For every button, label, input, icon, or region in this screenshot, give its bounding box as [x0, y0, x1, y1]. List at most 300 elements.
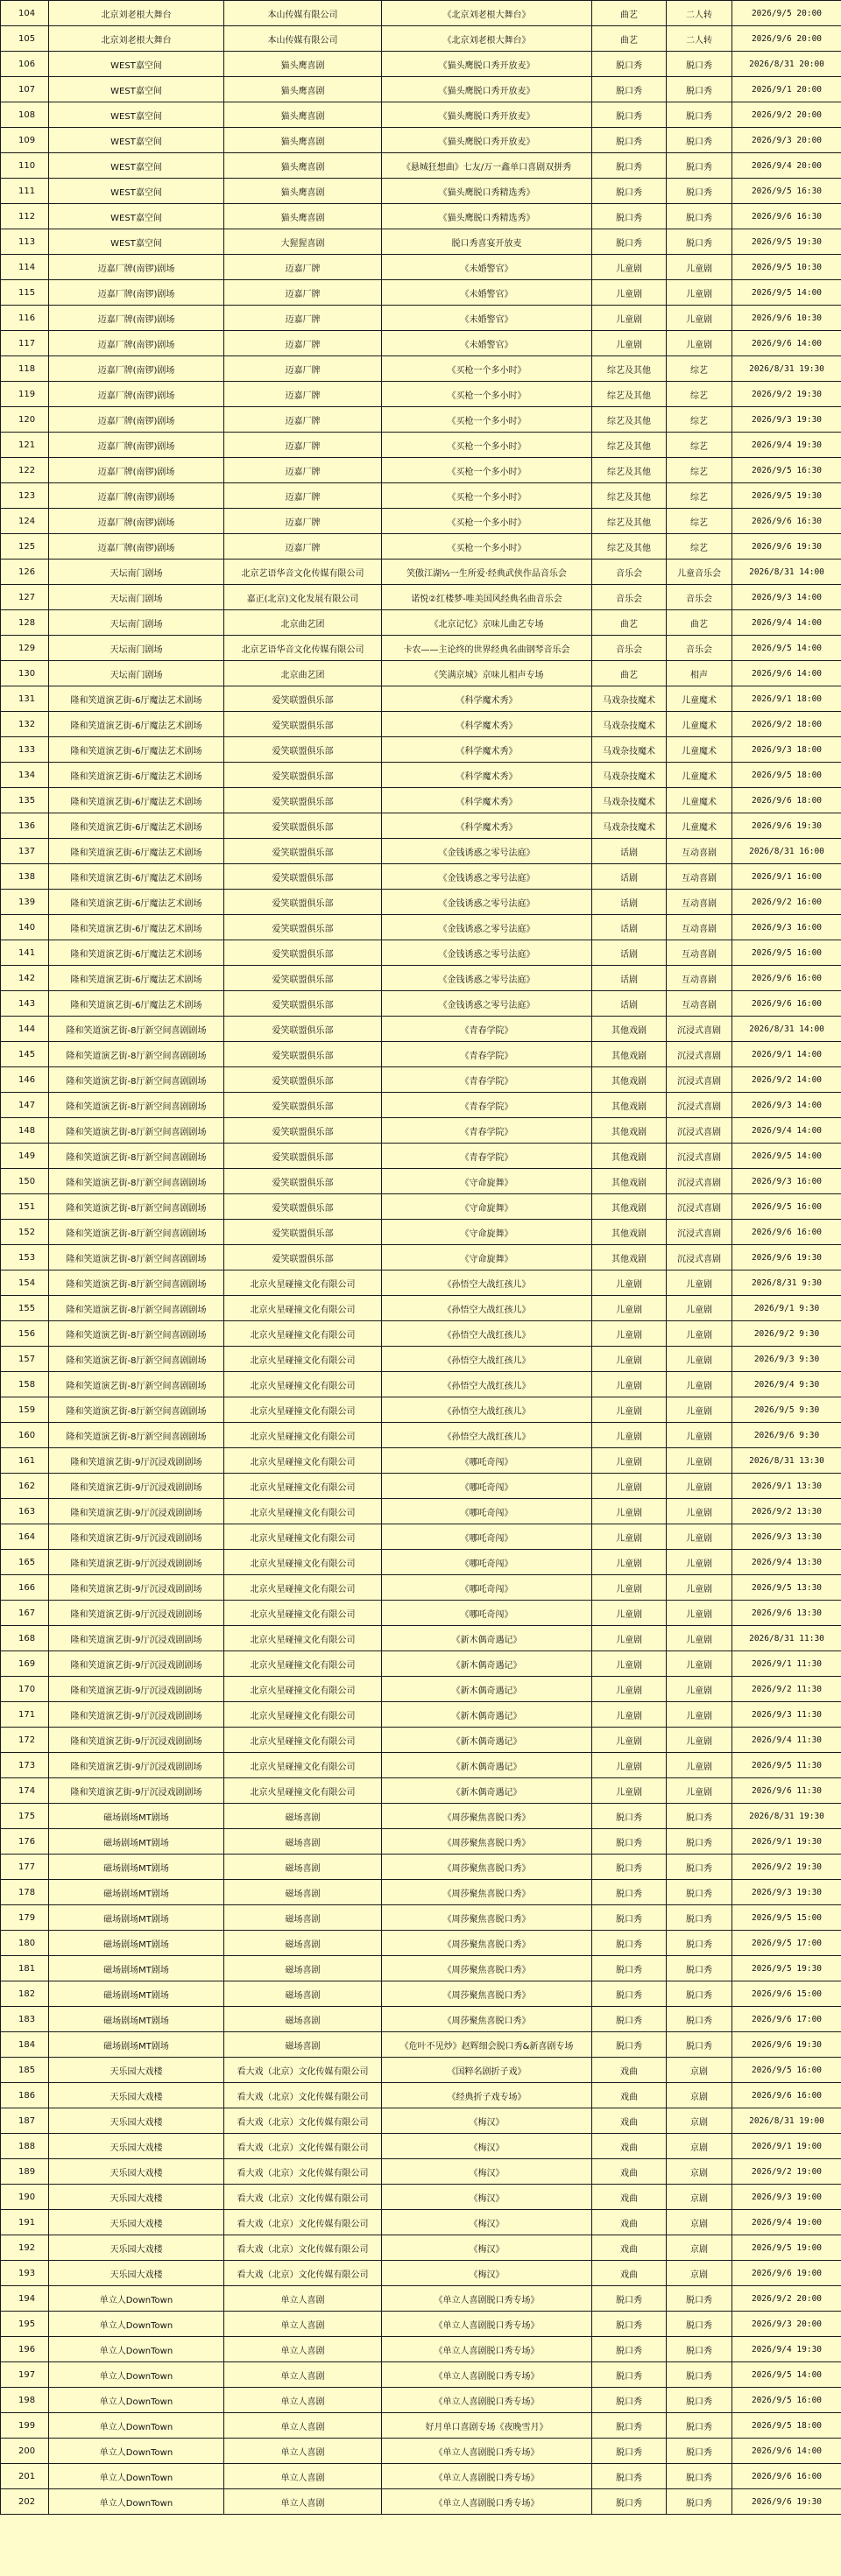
sub-category-cell: 京剧	[667, 2134, 732, 2159]
organizer-cell: 爱笑联盟俱乐部	[224, 1118, 382, 1144]
date-time-cell: 2026/9/1 19:30	[732, 1829, 841, 1855]
date-time-cell: 2026/9/2 18:00	[732, 712, 841, 737]
venue-cell: 迈嘉厂牌(南锣)剧场	[49, 458, 224, 483]
sub-category-cell: 脱口秀	[667, 1829, 732, 1855]
venue-cell: 隆和笑道演艺街-8厅新空间喜剧剧场	[49, 1093, 224, 1118]
show-title-cell: 《单立人喜剧脱口秀专场》	[382, 2489, 592, 2515]
sub-category-cell: 脱口秀	[667, 2439, 732, 2464]
sub-category-cell: 综艺	[667, 433, 732, 458]
sub-category-cell: 综艺	[667, 458, 732, 483]
sub-category-cell: 京剧	[667, 2210, 732, 2235]
category-cell: 其他戏剧	[592, 1245, 667, 1270]
show-title-cell: 《科学魔术秀》	[382, 788, 592, 813]
show-title-cell: 《买枪一个多小时》	[382, 356, 592, 382]
organizer-cell: 磁场喜剧	[224, 2007, 382, 2032]
category-cell: 脱口秀	[592, 2413, 667, 2439]
organizer-cell: 单立人喜剧	[224, 2439, 382, 2464]
organizer-cell: 磁场喜剧	[224, 1981, 382, 2007]
row-number-cell: 145	[1, 1042, 49, 1067]
venue-cell: 磁场剧场MT剧场	[49, 1905, 224, 1931]
row-number-cell: 140	[1, 915, 49, 940]
row-number-cell: 189	[1, 2159, 49, 2185]
organizer-cell: 猫头鹰喜剧	[224, 52, 382, 77]
venue-cell: 隆和笑道演艺街-9厅沉浸戏剧剧场	[49, 1778, 224, 1804]
table-row	[1, 2464, 841, 2489]
show-title-cell: 《守命旋舞》	[382, 1169, 592, 1194]
show-title-cell: 《科学魔术秀》	[382, 813, 592, 839]
show-title-cell: 《单立人喜剧脱口秀专场》	[382, 2439, 592, 2464]
table-row	[1, 255, 841, 280]
sub-category-cell: 脱口秀	[667, 2464, 732, 2489]
show-title-cell: 脱口秀喜宴开放麦	[382, 229, 592, 255]
row-number-cell: 107	[1, 77, 49, 102]
category-cell: 脱口秀	[592, 2464, 667, 2489]
show-title-cell: 《经典折子戏专场》	[382, 2083, 592, 2108]
sub-category-cell: 儿童魔术	[667, 788, 732, 813]
organizer-cell: 单立人喜剧	[224, 2413, 382, 2439]
sub-category-cell: 综艺	[667, 534, 732, 560]
sub-category-cell: 脱口秀	[667, 1905, 732, 1931]
category-cell: 戏曲	[592, 2058, 667, 2083]
venue-cell: 磁场剧场MT剧场	[49, 1956, 224, 1981]
table-row	[1, 382, 841, 407]
venue-cell: 隆和笑道演艺街-6厅魔法艺术剧场	[49, 890, 224, 915]
row-number-cell: 179	[1, 1905, 49, 1931]
organizer-cell: 北京艺语华音文化传媒有限公司	[224, 636, 382, 661]
table-row	[1, 102, 841, 128]
table-row	[1, 1981, 841, 2007]
row-number-cell: 135	[1, 788, 49, 813]
show-title-cell: 《北京刘老根大舞台》	[382, 26, 592, 52]
table-row	[1, 1804, 841, 1829]
date-time-cell: 2026/8/31 19:00	[732, 2108, 841, 2134]
row-number-cell: 142	[1, 966, 49, 991]
row-number-cell: 152	[1, 1220, 49, 1245]
sub-category-cell: 儿童剧	[667, 1499, 732, 1524]
category-cell: 戏曲	[592, 2235, 667, 2261]
sub-category-cell: 互动喜剧	[667, 915, 732, 940]
row-number-cell: 190	[1, 2185, 49, 2210]
show-title-cell: 《新木偶奇遇记》	[382, 1651, 592, 1677]
organizer-cell: 爱笑联盟俱乐部	[224, 686, 382, 712]
sub-category-cell: 脱口秀	[667, 153, 732, 179]
show-title-cell: 《哪吒奇闯》	[382, 1448, 592, 1474]
sub-category-cell: 儿童音乐会	[667, 560, 732, 585]
row-number-cell: 113	[1, 229, 49, 255]
sub-category-cell: 互动喜剧	[667, 940, 732, 966]
sub-category-cell: 二人转	[667, 1, 732, 26]
category-cell: 脱口秀	[592, 2312, 667, 2337]
venue-cell: 隆和笑道演艺街-8厅新空间喜剧剧场	[49, 1245, 224, 1270]
venue-cell: 隆和笑道演艺街-9厅沉浸戏剧剧场	[49, 1499, 224, 1524]
sub-category-cell: 京剧	[667, 2058, 732, 2083]
organizer-cell: 看大戏（北京）文化传媒有限公司	[224, 2235, 382, 2261]
show-title-cell: 《悬城狂想曲》七友/万一鑫单口喜剧双拼秀	[382, 153, 592, 179]
venue-cell: WEST嘉空间	[49, 128, 224, 153]
sub-category-cell: 京剧	[667, 2083, 732, 2108]
category-cell: 其他戏剧	[592, 1169, 667, 1194]
date-time-cell: 2026/8/31 14:00	[732, 560, 841, 585]
show-title-cell: 《青春学院》	[382, 1017, 592, 1042]
category-cell: 脱口秀	[592, 2362, 667, 2388]
row-number-cell: 121	[1, 433, 49, 458]
sub-category-cell: 脱口秀	[667, 1931, 732, 1956]
category-cell: 马戏杂技魔术	[592, 788, 667, 813]
organizer-cell: 爱笑联盟俱乐部	[224, 864, 382, 890]
category-cell: 音乐会	[592, 560, 667, 585]
category-cell: 脱口秀	[592, 153, 667, 179]
date-time-cell: 2026/9/3 9:30	[732, 1347, 841, 1372]
category-cell: 话剧	[592, 839, 667, 864]
sub-category-cell: 儿童剧	[667, 331, 732, 356]
table-row	[1, 1550, 841, 1575]
table-row	[1, 1728, 841, 1753]
venue-cell: 单立人DownTown	[49, 2439, 224, 2464]
sub-category-cell: 脱口秀	[667, 229, 732, 255]
sub-category-cell: 儿童剧	[667, 1728, 732, 1753]
sub-category-cell: 儿童魔术	[667, 737, 732, 763]
date-time-cell: 2026/9/6 16:00	[732, 2464, 841, 2489]
sub-category-cell: 儿童剧	[667, 1423, 732, 1448]
table-row	[1, 1524, 841, 1550]
sub-category-cell: 儿童剧	[667, 1397, 732, 1423]
show-title-cell: 《国粹名剧折子戏》	[382, 2058, 592, 2083]
table-row	[1, 1575, 841, 1601]
show-title-cell: 《孙悟空大战红孩儿》	[382, 1397, 592, 1423]
date-time-cell: 2026/9/3 20:00	[732, 128, 841, 153]
date-time-cell: 2026/9/6 18:00	[732, 788, 841, 813]
organizer-cell: 迈嘉厂牌	[224, 306, 382, 331]
venue-cell: 磁场剧场MT剧场	[49, 1829, 224, 1855]
row-number-cell: 171	[1, 1702, 49, 1728]
show-title-cell: 《北京刘老根大舞台》	[382, 1, 592, 26]
organizer-cell: 爱笑联盟俱乐部	[224, 1144, 382, 1169]
table-row	[1, 1880, 841, 1905]
venue-cell: 隆和笑道演艺街-6厅魔法艺术剧场	[49, 712, 224, 737]
table-row	[1, 407, 841, 433]
date-time-cell: 2026/9/6 10:30	[732, 306, 841, 331]
table-row	[1, 1347, 841, 1372]
organizer-cell: 爱笑联盟俱乐部	[224, 1042, 382, 1067]
sub-category-cell: 脱口秀	[667, 2337, 732, 2362]
date-time-cell: 2026/9/6 16:00	[732, 966, 841, 991]
venue-cell: 隆和笑道演艺街-8厅新空间喜剧剧场	[49, 1042, 224, 1067]
show-title-cell: 《猫头鹰脱口秀精选秀》	[382, 179, 592, 204]
table-row	[1, 1474, 841, 1499]
date-time-cell: 2026/9/4 19:30	[732, 433, 841, 458]
category-cell: 戏曲	[592, 2108, 667, 2134]
date-time-cell: 2026/9/6 11:30	[732, 1778, 841, 1804]
row-number-cell: 129	[1, 636, 49, 661]
row-number-cell: 167	[1, 1601, 49, 1626]
organizer-cell: 爱笑联盟俱乐部	[224, 788, 382, 813]
category-cell: 儿童剧	[592, 1499, 667, 1524]
category-cell: 音乐会	[592, 585, 667, 610]
category-cell: 脱口秀	[592, 1880, 667, 1905]
category-cell: 儿童剧	[592, 1601, 667, 1626]
table-row	[1, 483, 841, 509]
venue-cell: 隆和笑道演艺街-6厅魔法艺术剧场	[49, 915, 224, 940]
venue-cell: 隆和笑道演艺街-6厅魔法艺术剧场	[49, 940, 224, 966]
organizer-cell: 本山传媒有限公司	[224, 1, 382, 26]
venue-cell: 天坛南门剧场	[49, 636, 224, 661]
sub-category-cell: 曲艺	[667, 610, 732, 636]
organizer-cell: 北京曲艺团	[224, 610, 382, 636]
table-row	[1, 1905, 841, 1931]
show-title-cell: 《守命旋舞》	[382, 1194, 592, 1220]
table-row	[1, 534, 841, 560]
row-number-cell: 150	[1, 1169, 49, 1194]
venue-cell: 隆和笑道演艺街-9厅沉浸戏剧剧场	[49, 1651, 224, 1677]
date-time-cell: 2026/9/6 19:30	[732, 2032, 841, 2058]
venue-cell: 隆和笑道演艺街-6厅魔法艺术剧场	[49, 788, 224, 813]
show-title-cell: 《买枪一个多小时》	[382, 433, 592, 458]
date-time-cell: 2026/9/1 11:30	[732, 1651, 841, 1677]
category-cell: 儿童剧	[592, 1702, 667, 1728]
row-number-cell: 136	[1, 813, 49, 839]
venue-cell: 隆和笑道演艺街-6厅魔法艺术剧场	[49, 763, 224, 788]
row-number-cell: 163	[1, 1499, 49, 1524]
date-time-cell: 2026/9/5 16:30	[732, 179, 841, 204]
row-number-cell: 137	[1, 839, 49, 864]
organizer-cell: 迈嘉厂牌	[224, 458, 382, 483]
row-number-cell: 130	[1, 661, 49, 686]
category-cell: 儿童剧	[592, 1651, 667, 1677]
table-row	[1, 1601, 841, 1626]
row-number-cell: 169	[1, 1651, 49, 1677]
date-time-cell: 2026/9/3 14:00	[732, 585, 841, 610]
organizer-cell: 爱笑联盟俱乐部	[224, 839, 382, 864]
show-title-cell: 《梅汉》	[382, 2210, 592, 2235]
table-row	[1, 2108, 841, 2134]
date-time-cell: 2026/9/5 14:00	[732, 1144, 841, 1169]
venue-cell: 迈嘉厂牌(南锣)剧场	[49, 483, 224, 509]
sub-category-cell: 综艺	[667, 356, 732, 382]
table-row	[1, 179, 841, 204]
organizer-cell: 爱笑联盟俱乐部	[224, 890, 382, 915]
row-number-cell: 116	[1, 306, 49, 331]
table-row	[1, 2159, 841, 2185]
venue-cell: 单立人DownTown	[49, 2312, 224, 2337]
organizer-cell: 北京火星碰撞文化有限公司	[224, 1499, 382, 1524]
show-title-cell: 《单立人喜剧脱口秀专场》	[382, 2312, 592, 2337]
venue-cell: 天乐园大戏楼	[49, 2210, 224, 2235]
table-row	[1, 1855, 841, 1880]
show-title-cell: 《买枪一个多小时》	[382, 407, 592, 433]
venue-cell: 隆和笑道演艺街-8厅新空间喜剧剧场	[49, 1118, 224, 1144]
organizer-cell: 磁场喜剧	[224, 1804, 382, 1829]
venue-cell: 天乐园大戏楼	[49, 2108, 224, 2134]
show-title-cell: 《新木偶奇遇记》	[382, 1753, 592, 1778]
date-time-cell: 2026/9/6 16:00	[732, 2083, 841, 2108]
date-time-cell: 2026/9/5 14:00	[732, 280, 841, 306]
organizer-cell: 迈嘉厂牌	[224, 534, 382, 560]
organizer-cell: 磁场喜剧	[224, 1931, 382, 1956]
sub-category-cell: 沉浸式喜剧	[667, 1144, 732, 1169]
show-title-cell: 《买枪一个多小时》	[382, 458, 592, 483]
organizer-cell: 爱笑联盟俱乐部	[224, 1169, 382, 1194]
category-cell: 马戏杂技魔术	[592, 737, 667, 763]
category-cell: 脱口秀	[592, 2337, 667, 2362]
organizer-cell: 单立人喜剧	[224, 2489, 382, 2515]
venue-cell: 隆和笑道演艺街-9厅沉浸戏剧剧场	[49, 1524, 224, 1550]
sub-category-cell: 互动喜剧	[667, 890, 732, 915]
show-title-cell: 《单立人喜剧脱口秀专场》	[382, 2337, 592, 2362]
row-number-cell: 161	[1, 1448, 49, 1474]
venue-cell: 隆和笑道演艺街-9厅沉浸戏剧剧场	[49, 1753, 224, 1778]
row-number-cell: 157	[1, 1347, 49, 1372]
row-number-cell: 180	[1, 1931, 49, 1956]
sub-category-cell: 脱口秀	[667, 179, 732, 204]
category-cell: 综艺及其他	[592, 407, 667, 433]
organizer-cell: 迈嘉厂牌	[224, 280, 382, 306]
sub-category-cell: 脱口秀	[667, 52, 732, 77]
row-number-cell: 192	[1, 2235, 49, 2261]
sub-category-cell: 脱口秀	[667, 1880, 732, 1905]
row-number-cell: 123	[1, 483, 49, 509]
table-row	[1, 2058, 841, 2083]
date-time-cell: 2026/9/6 19:00	[732, 2261, 841, 2286]
category-cell: 综艺及其他	[592, 382, 667, 407]
row-number-cell: 146	[1, 1067, 49, 1093]
row-number-cell: 187	[1, 2108, 49, 2134]
date-time-cell: 2026/9/2 14:00	[732, 1067, 841, 1093]
date-time-cell: 2026/9/1 16:00	[732, 864, 841, 890]
sub-category-cell: 儿童剧	[667, 1753, 732, 1778]
sub-category-cell: 音乐会	[667, 636, 732, 661]
venue-cell: 隆和笑道演艺街-8厅新空间喜剧剧场	[49, 1194, 224, 1220]
sub-category-cell: 京剧	[667, 2159, 732, 2185]
show-title-cell: 《金钱诱惑之零号法庭》	[382, 839, 592, 864]
table-row	[1, 2261, 841, 2286]
row-number-cell: 128	[1, 610, 49, 636]
category-cell: 马戏杂技魔术	[592, 686, 667, 712]
organizer-cell: 北京曲艺团	[224, 661, 382, 686]
venue-cell: 天乐园大戏楼	[49, 2159, 224, 2185]
organizer-cell: 北京火星碰撞文化有限公司	[224, 1448, 382, 1474]
table-row	[1, 2312, 841, 2337]
venue-cell: WEST嘉空间	[49, 102, 224, 128]
show-title-cell: 《猫头鹰脱口秀精选秀》	[382, 204, 592, 229]
table-row	[1, 585, 841, 610]
table-row	[1, 1169, 841, 1194]
category-cell: 脱口秀	[592, 1905, 667, 1931]
date-time-cell: 2026/9/5 11:30	[732, 1753, 841, 1778]
date-time-cell: 2026/9/4 14:00	[732, 610, 841, 636]
row-number-cell: 105	[1, 26, 49, 52]
table-row	[1, 1296, 841, 1321]
show-title-cell: 《猫头鹰脱口秀开放麦》	[382, 77, 592, 102]
sub-category-cell: 脱口秀	[667, 204, 732, 229]
category-cell: 综艺及其他	[592, 356, 667, 382]
date-time-cell: 2026/9/3 16:00	[732, 915, 841, 940]
table-row	[1, 509, 841, 534]
row-number-cell: 168	[1, 1626, 49, 1651]
date-time-cell: 2026/9/2 16:00	[732, 890, 841, 915]
date-time-cell: 2026/8/31 14:00	[732, 1017, 841, 1042]
show-title-cell: 《科学魔术秀》	[382, 712, 592, 737]
category-cell: 话剧	[592, 864, 667, 890]
date-time-cell: 2026/9/3 14:00	[732, 1093, 841, 1118]
table-row	[1, 2362, 841, 2388]
sub-category-cell: 儿童剧	[667, 1321, 732, 1347]
organizer-cell: 单立人喜剧	[224, 2286, 382, 2312]
show-title-cell: 好月单口喜剧专场《夜晚雪月》	[382, 2413, 592, 2439]
table-row	[1, 1017, 841, 1042]
date-time-cell: 2026/9/4 20:00	[732, 153, 841, 179]
date-time-cell: 2026/9/6 14:00	[732, 2439, 841, 2464]
row-number-cell: 154	[1, 1270, 49, 1296]
table-row	[1, 839, 841, 864]
category-cell: 脱口秀	[592, 52, 667, 77]
sub-category-cell: 互动喜剧	[667, 991, 732, 1017]
row-number-cell: 188	[1, 2134, 49, 2159]
date-time-cell: 2026/9/3 19:00	[732, 2185, 841, 2210]
venue-cell: 隆和笑道演艺街-6厅魔法艺术剧场	[49, 991, 224, 1017]
show-title-cell: 《哪吒奇闯》	[382, 1524, 592, 1550]
organizer-cell: 北京火星碰撞文化有限公司	[224, 1626, 382, 1651]
sub-category-cell: 沉浸式喜剧	[667, 1042, 732, 1067]
organizer-cell: 北京火星碰撞文化有限公司	[224, 1397, 382, 1423]
date-time-cell: 2026/9/3 20:00	[732, 2312, 841, 2337]
venue-cell: 隆和笑道演艺街-6厅魔法艺术剧场	[49, 839, 224, 864]
table-row	[1, 1194, 841, 1220]
organizer-cell: 磁场喜剧	[224, 2032, 382, 2058]
table-row	[1, 940, 841, 966]
date-time-cell: 2026/9/1 20:00	[732, 77, 841, 102]
show-title-cell: 《梅汉》	[382, 2134, 592, 2159]
table-row	[1, 128, 841, 153]
category-cell: 脱口秀	[592, 1981, 667, 2007]
category-cell: 戏曲	[592, 2210, 667, 2235]
row-number-cell: 131	[1, 686, 49, 712]
organizer-cell: 迈嘉厂牌	[224, 255, 382, 280]
category-cell: 脱口秀	[592, 1855, 667, 1880]
category-cell: 其他戏剧	[592, 1194, 667, 1220]
venue-cell: 磁场剧场MT剧场	[49, 1981, 224, 2007]
sub-category-cell: 京剧	[667, 2108, 732, 2134]
sub-category-cell: 儿童魔术	[667, 813, 732, 839]
row-number-cell: 166	[1, 1575, 49, 1601]
show-title-cell: 《孙悟空大战红孩儿》	[382, 1321, 592, 1347]
row-number-cell: 144	[1, 1017, 49, 1042]
venue-cell: 磁场剧场MT剧场	[49, 1804, 224, 1829]
venue-cell: WEST嘉空间	[49, 229, 224, 255]
venue-cell: 隆和笑道演艺街-8厅新空间喜剧剧场	[49, 1296, 224, 1321]
date-time-cell: 2026/9/6 16:00	[732, 991, 841, 1017]
show-title-cell: 《单立人喜剧脱口秀专场》	[382, 2464, 592, 2489]
date-time-cell: 2026/9/5 16:00	[732, 2388, 841, 2413]
row-number-cell: 164	[1, 1524, 49, 1550]
venue-cell: 隆和笑道演艺街-8厅新空间喜剧剧场	[49, 1220, 224, 1245]
show-title-cell: 《青春学院》	[382, 1144, 592, 1169]
row-number-cell: 160	[1, 1423, 49, 1448]
organizer-cell: 北京火星碰撞文化有限公司	[224, 1270, 382, 1296]
show-title-cell: 《梅汉》	[382, 2235, 592, 2261]
table-row	[1, 26, 841, 52]
venue-cell: 隆和笑道演艺街-9厅沉浸戏剧剧场	[49, 1677, 224, 1702]
show-title-cell: 《周莎聚焦喜脱口秀》	[382, 1880, 592, 1905]
sub-category-cell: 沉浸式喜剧	[667, 1118, 732, 1144]
date-time-cell: 2026/8/31 16:00	[732, 839, 841, 864]
organizer-cell: 北京火星碰撞文化有限公司	[224, 1347, 382, 1372]
show-title-cell: 《科学魔术秀》	[382, 737, 592, 763]
show-title-cell: 笑傲江湖½一生所爱·经典武侠作品音乐会	[382, 560, 592, 585]
row-number-cell: 119	[1, 382, 49, 407]
row-number-cell: 115	[1, 280, 49, 306]
row-number-cell: 139	[1, 890, 49, 915]
sub-category-cell: 儿童魔术	[667, 712, 732, 737]
